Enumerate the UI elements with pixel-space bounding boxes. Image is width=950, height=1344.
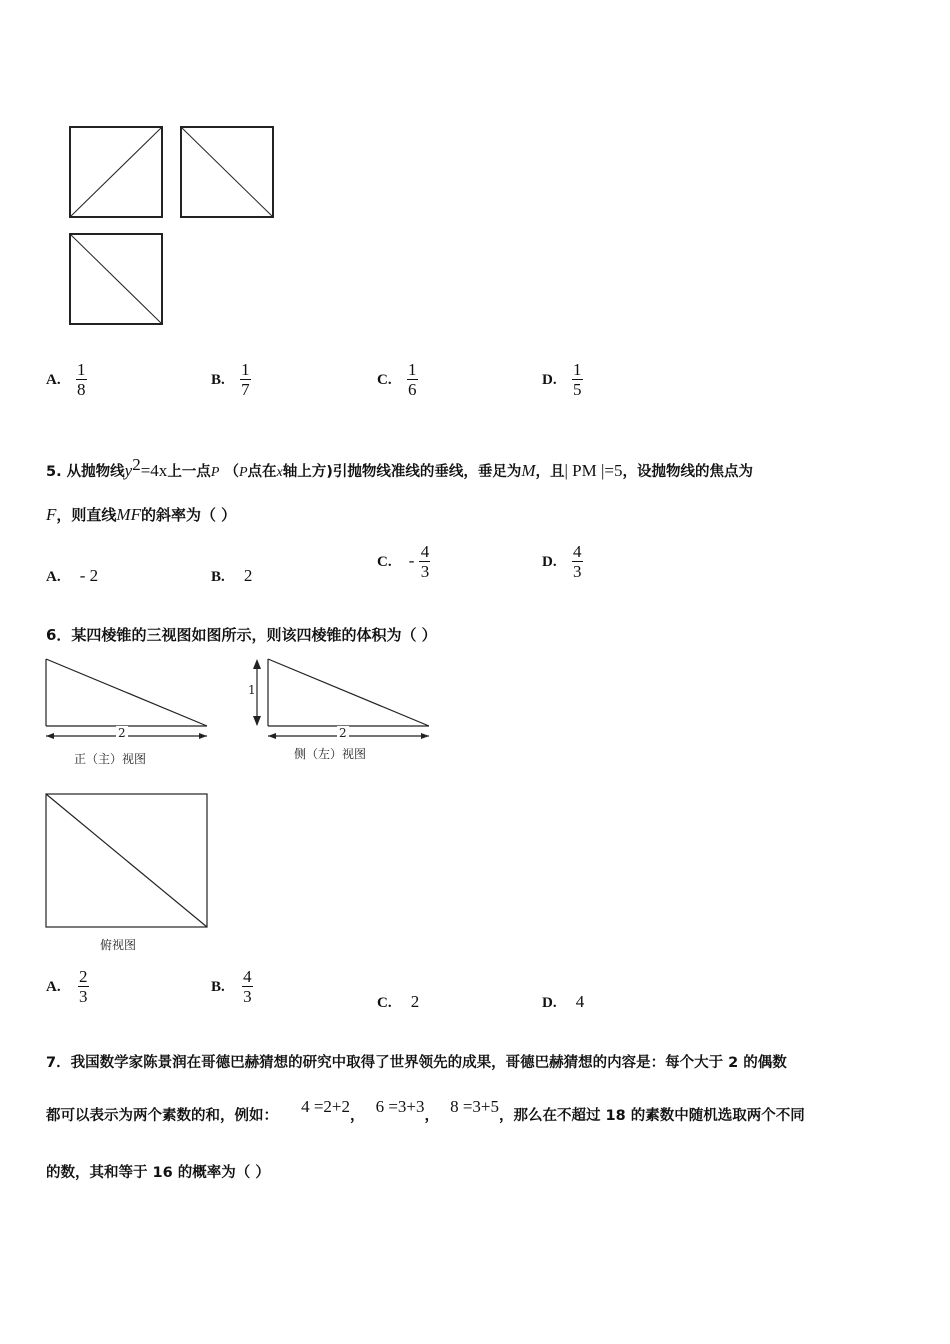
option-letter: C. [377, 995, 392, 1011]
option-fraction: $\frac{2}{3}$ [78, 967, 88, 1006]
option-letter: C. [377, 554, 392, 570]
q6-front-caption: 正（主）视图 [74, 752, 147, 766]
option-fraction: $\frac{4}{3}$ [420, 542, 430, 581]
q6-side-dim: 2 [339, 726, 347, 740]
option-fraction: $\frac{1}{6}$ [407, 360, 417, 399]
q4-option-a[interactable] [46, 360, 87, 399]
q5-option-b[interactable] [211, 566, 252, 586]
arrow-up-icon [253, 659, 261, 669]
q6-side-height: 1 [248, 683, 256, 697]
option-letter: D. [542, 554, 557, 570]
option-letter: B. [211, 372, 225, 388]
q6-side-caption: 侧（左）视图 [294, 747, 367, 761]
arrow-left-icon [268, 733, 276, 739]
arrow-left-icon [46, 733, 54, 739]
option-value: - 2 [79, 566, 99, 585]
q6-option-d[interactable] [542, 992, 584, 1012]
option-fraction: $\frac{1}{8}$ [76, 360, 86, 399]
q4-option-c[interactable] [377, 360, 418, 399]
option-fraction: $\frac{4}{3}$ [572, 542, 582, 581]
option-value: 2 [243, 566, 253, 585]
option-letter: A. [46, 979, 61, 995]
arrow-right-icon [421, 733, 429, 739]
q4-diagonal-1 [70, 127, 162, 217]
q4-diagonal-2 [181, 127, 273, 217]
q4-option-b[interactable] [211, 360, 251, 399]
q5-line-1: 5. 从抛物线$y^2=4x$上一点P （P点在x轴上方)引抛物线准线的垂线，垂足为M，且| PM |=5，设抛物线的焦点为 [46, 455, 753, 480]
option-letter: B. [211, 979, 225, 995]
q4-figure [60, 118, 290, 333]
q6-top-view [40, 788, 215, 933]
option-value: 4 [575, 992, 585, 1011]
option-sign: - [408, 551, 415, 570]
q5-line-2: F，则直线MF的斜率为（ ） [46, 505, 237, 524]
q7-line-1: 7．我国数学家陈景润在哥德巴赫猜想的研究中取得了世界领先的成果，哥德巴赫猜想的内容是：每个大于 2 的偶数 [46, 1055, 787, 1071]
q7-line-2: 都可以表示为两个素数的和，例如： 4 =2+2， 6 =3+3， 8 =3+5，那么在不超过 18 的素数中随机选取两个不同 [46, 1097, 805, 1124]
q5-option-c[interactable] [377, 542, 430, 581]
q6-question: 6．某四棱锥的三视图如图所示，则该四棱锥的体积为（ ） [46, 626, 437, 644]
option-fraction: $\frac{1}{5}$ [572, 360, 582, 399]
arrow-right-icon [199, 733, 207, 739]
q6-top-caption: 俯视图 [100, 938, 137, 952]
q6-option-b[interactable] [211, 967, 253, 1006]
option-letter: B. [211, 569, 225, 585]
option-letter: C. [377, 372, 392, 388]
option-fraction: $\frac{1}{7}$ [241, 360, 250, 399]
option-letter: D. [542, 372, 557, 388]
option-letter: A. [46, 569, 61, 585]
q6-front-dim: 2 [118, 726, 126, 740]
option-value: 2 [410, 992, 420, 1011]
q4-option-d[interactable] [542, 360, 583, 399]
option-letter: D. [542, 995, 557, 1011]
arrow-down-icon [253, 716, 261, 726]
q5-option-d[interactable] [542, 542, 583, 581]
q4-diagonal-3 [70, 234, 162, 324]
q6-option-a[interactable] [46, 967, 89, 1006]
q6-option-c[interactable] [377, 992, 419, 1012]
option-letter: A. [46, 372, 61, 388]
option-fraction: $\frac{4}{3}$ [243, 967, 252, 1006]
q7-line-3: 的数，其和等于 16 的概率为（ ） [46, 1165, 270, 1181]
q5-option-a[interactable] [46, 566, 98, 586]
